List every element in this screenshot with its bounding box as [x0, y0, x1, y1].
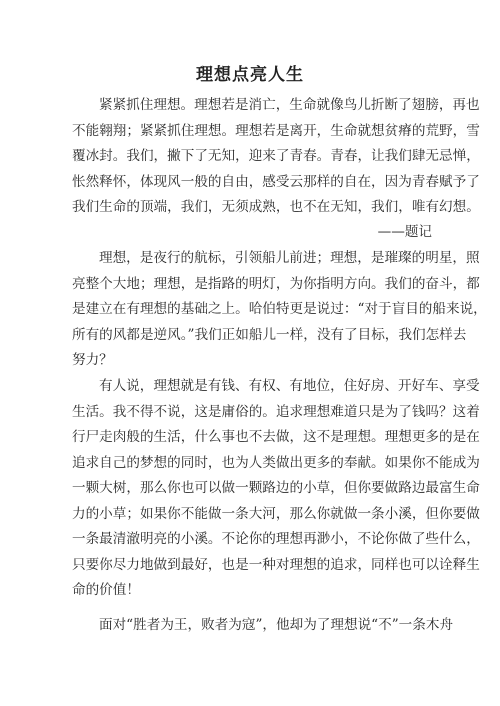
paragraph-line: 面对“胜者为王，败者为寇”，他却为了理想说“不”一条木舟	[99, 617, 454, 633]
page-title: 理想点亮人生	[196, 65, 304, 85]
epigraph-attribution: ——题记	[377, 224, 432, 240]
paragraph-line: 一颗大树，那么你也可以做一颗路边的小草，但你要做路边最富生命	[72, 480, 480, 496]
paragraph-3	[72, 374, 480, 604]
paragraph-line: 力的小草；如果你不能做一条大河，那么你就做一条小溪，但你要做	[72, 505, 480, 522]
paragraph-line: 理想，是夜行的航标，引领船儿前进；理想，是璀璨的明星，照	[99, 250, 480, 266]
paragraph-line: 覆冰封。我们，撇下了无知，迎来了青春。青春，让我们肆无忌惮，	[72, 148, 480, 164]
paragraph-line: 生活。我不得不说，这是庸俗的。追求理想难道只是为了钱吗？这着	[72, 403, 480, 420]
paragraph-line: 一条最清澈明亮的小溪。不论你的理想再渺小，不论你做了些什么，	[72, 531, 480, 547]
paragraph-line: 我们生命的顶端，我们，无须成熟，也不在无知，我们，唯有幻想。	[72, 199, 480, 215]
paragraph-line: 行尸走肉般的生活，什么事也不去做，这不是理想。理想更多的是在	[72, 429, 480, 445]
paragraph-line: 命的价值！	[72, 582, 140, 598]
paragraph-1	[72, 93, 480, 221]
paragraph-line: 不能翱翔；紧紧抓住理想。理想若是离开，生命就想贫瘠的荒野，雪	[72, 122, 480, 139]
paragraph-line: 追求自己的梦想的同时，也为人类做出更多的奉献。如果你不能成为	[72, 454, 480, 471]
paragraph-line: 紧紧抓住理想。理想若是消亡，生命就像鸟儿折断了翅膀，再也	[99, 97, 480, 113]
paragraph-4	[72, 613, 454, 639]
paragraph-line: 怅然释怀，体现风一般的自由，感受云那样的自在，因为青春赋予了	[72, 173, 480, 190]
paragraph-line: 努力？	[72, 352, 113, 368]
paragraph-line: 有人说，理想就是有钱、有权、有地位，住好房、开好车、享受	[99, 378, 480, 394]
paragraph-line: 亮整个大地；理想，是指路的明灯，为你指明方向。我们的奋斗，都	[72, 275, 480, 292]
paragraph-line: 所有的风都是逆风。”我们正如船儿一样，没有了目标，我们怎样去	[72, 326, 467, 343]
paragraph-2	[72, 246, 487, 374]
paragraph-line: 是建立在有理想的基础之上。哈伯特更是说过：“对于盲目的船来说，	[72, 301, 487, 317]
paragraph-line: 只要你尽力地做到最好，也是一种对理想的追求，同样也可以诠释生	[72, 556, 480, 573]
